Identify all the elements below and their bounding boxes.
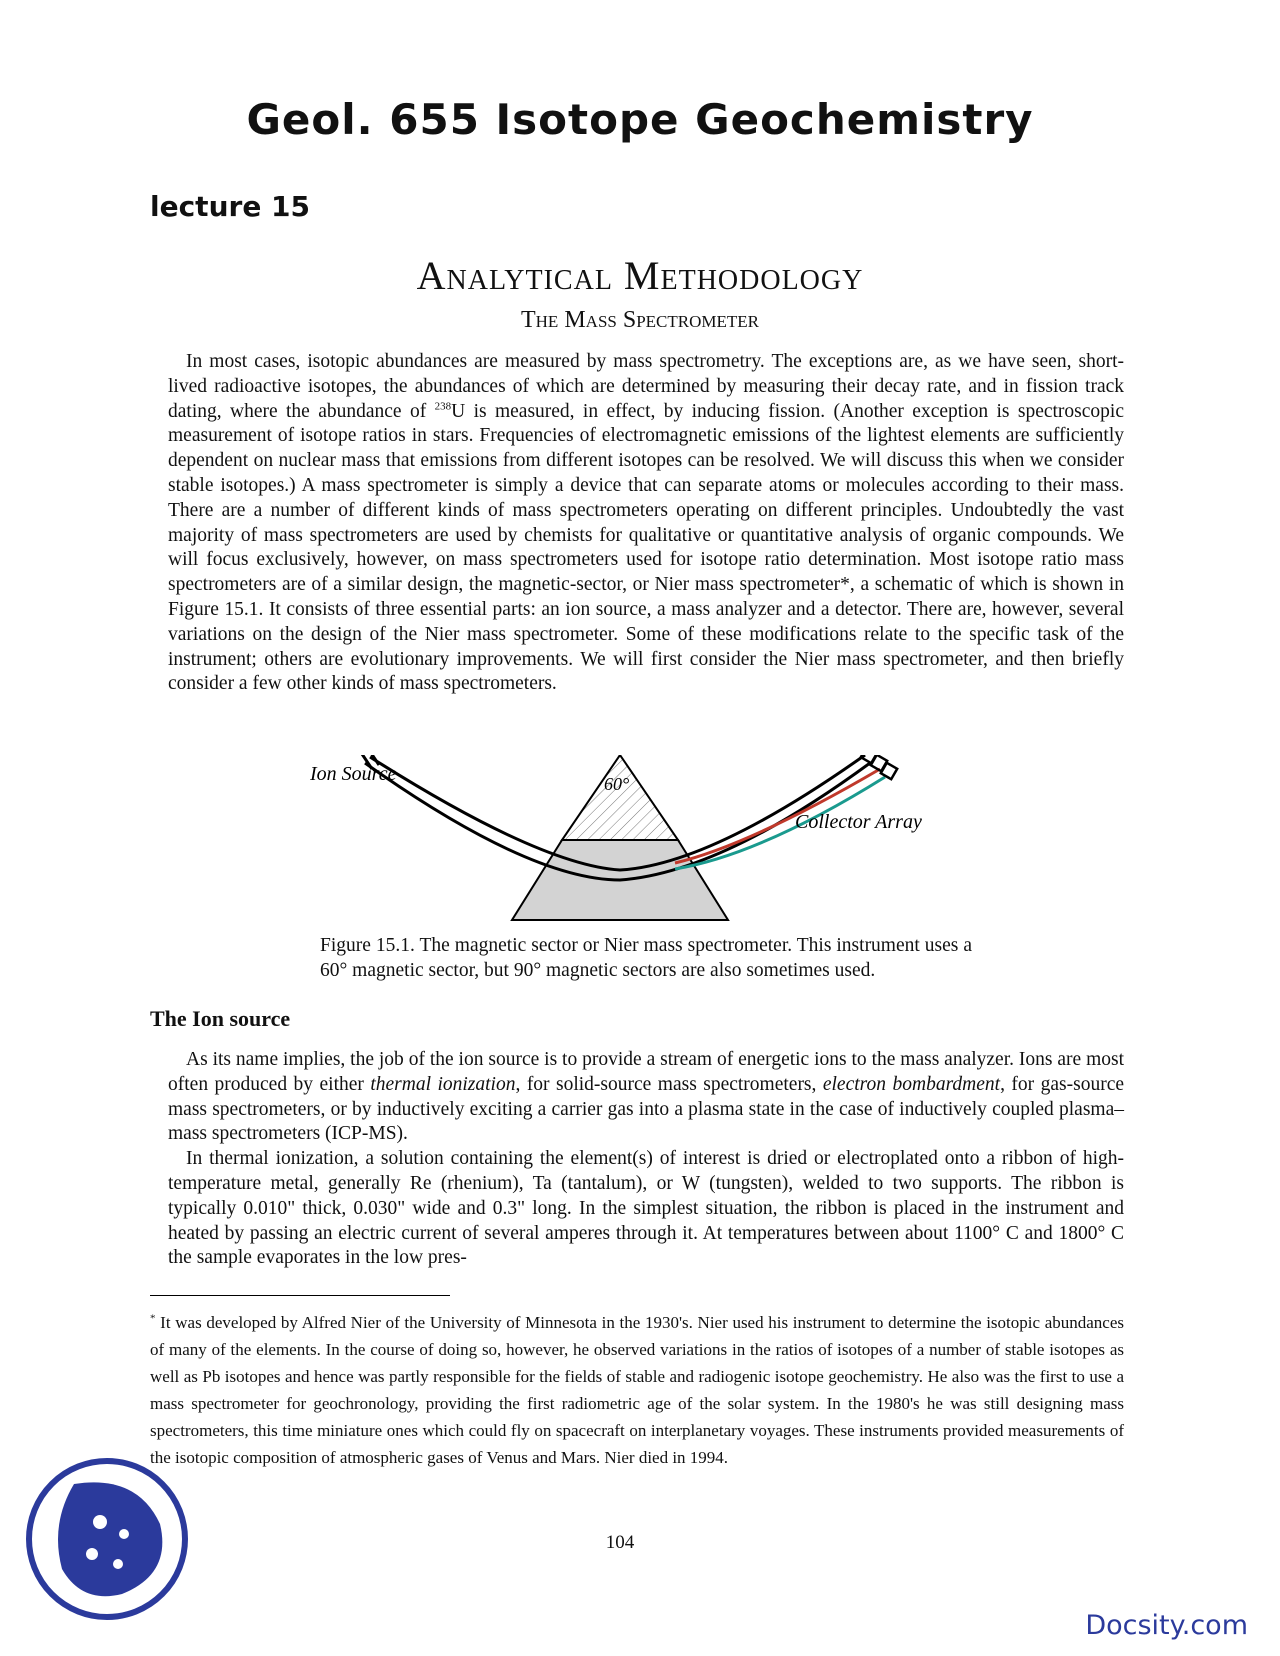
magnet-hatched-apex — [562, 755, 678, 840]
course-title: Geol. 655 Isotope Geochemistry — [246, 95, 1034, 144]
ion-source-paragraph-1 — [168, 1048, 1124, 1147]
intro-text-a: In most cases, isotopic abundances are measured by mass spectrometry. The exceptions are, as we have seen, short-lived radioactive isotopes, the abundances of which are determined by measuring their decay rate, and in fission track dating, where the abundance of — [168, 351, 1124, 422]
ion-source-label: Ion Source — [310, 763, 397, 785]
section-title: The Mass Spectrometer — [521, 307, 759, 333]
ion-text-b: , for solid-source mass spectrometers, — [515, 1073, 823, 1095]
intro-text-b: U is measured, in effect, by inducing fission. (Another exception is spectroscopic measurement of isotope ratios in stars. Frequencies of electromagnetic emissions of the lightest elements are sufficiently dependent on nuclear mass that emissions from different isotopes can be resolved. We will discuss this when we consider stable isotopes.) A mass spectrometer is simply a device that can separate atoms or molecules according to their mass. There are a number of different kinds of mass spectrometers operating on different principles. Undoubtedly the vast majority of mass spectrometers are used by chemists for qualitative or quantitative analysis of organic compounds. We will focus exclusively, however, on mass spectrometers used for isotope ratio determination. Most isotope ratio mass spectrometers are of a similar design, the magnetic-sector, or Nier mass spectrometer*, a schematic of which is shown in Figure 15.1. It consists of three essential parts: an ion source, a mass analyzer and a detector. There are, however, several variations on the design of the Nier mass spectrometer. Some of these modifications relate to the specific task of the instrument; others are evolutionary improvements. We will first consider the Nier mass spectrometer, and then briefly consider a few other kinds of mass spectrometers. — [168, 400, 1124, 695]
ion-text-a: As its name implies, the job of the ion source is to provide a stream of energetic ions to the mass analyzer. Ions are most often produced by either — [168, 1049, 1124, 1095]
footnote-divider — [150, 1295, 450, 1296]
footnote-marker: * — [150, 1312, 156, 1325]
intro-body — [168, 350, 1124, 697]
footnote-text: It was developed by Alfred Nier of the University of Minnesota in the 1930's. Nier used his instrument to determine the isotopic abundances of many of the elements. In the course of doing so, however, he observed variations in the ratios of isotopes of a number of stable isotopes as well as Pb isotopes and hence was partly responsible for the fields of stable and radiogenic isotope geochemistry. He also was the first to use a mass spectrometer for geochronology, providing the first radiometric age of the solar system. In the 1980's he was still designing mass spectrometers, this time miniature ones which could fly on spacecraft on interplanetary voyages. These instruments provided measurements of the isotopic composition of atmospheric gases of Venus and Mars. Nier died in 1994. — [150, 1313, 1124, 1467]
footnote — [150, 1309, 1124, 1471]
mass-spectrometer-figure — [310, 755, 960, 940]
docsity-watermark[interactable]: Docsity.com — [1085, 1610, 1248, 1641]
electron-bombardment-term: electron bombardment — [822, 1073, 1001, 1095]
chapter-title: Analytical Methodology — [416, 253, 864, 298]
ion-source-heading: The Ion source — [150, 1006, 291, 1031]
sector-angle-label: 60° — [604, 774, 630, 794]
docsity-logo-icon — [22, 1454, 192, 1624]
ion-source-body — [168, 1048, 1124, 1271]
isotope-superscript: 238 — [434, 400, 452, 413]
figure-caption: Figure 15.1. The magnetic sector or Nier mass spectrometer. This instrument uses a 60° magnetic sector, but 90° magnetic sectors are also sometimes used. — [320, 935, 972, 981]
page-number: 104 — [605, 1532, 635, 1553]
collector-array-label: Collector Array — [795, 811, 922, 833]
ion-text-c: , for gas-source mass spectrometers, or by inductively exciting a carrier gas into a plasma state in the case of inductively coupled plasma–mass spectrometers (ICP-MS). — [168, 1073, 1124, 1145]
intro-paragraph — [168, 350, 1124, 697]
lecture-number: lecture 15 — [150, 190, 311, 223]
ion-source-paragraph-2: In thermal ionization, a solution containing the element(s) of interest is dried or electroplated onto a ribbon of high-temperature metal, generally Re (rhenium), Ta (tantalum), or W (tungsten), welded to two supports. The ribbon is typically 0.010" thick, 0.030" wide and 0.3" long. In the simplest situation, the ribbon is placed in the instrument and heated by passing an electric current of several amperes through it. At temperatures between about 1100° C and 1800° C the sample evaporates in the low pres- — [168, 1148, 1124, 1269]
thermal-ionization-term: thermal ionization — [370, 1073, 516, 1095]
